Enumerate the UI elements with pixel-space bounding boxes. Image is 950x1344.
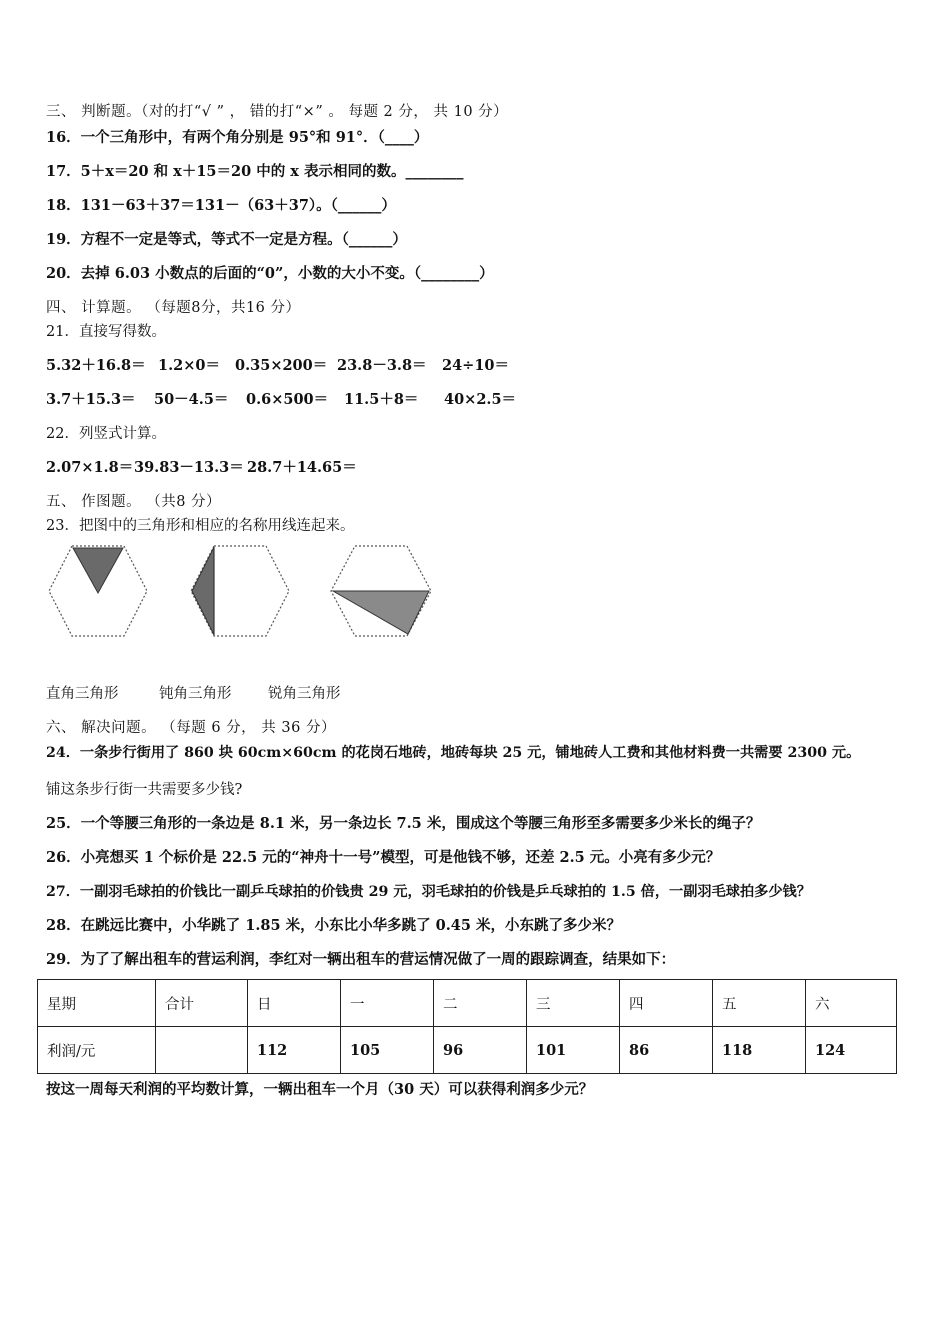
table-cell: 96 bbox=[434, 1027, 527, 1074]
section-5-heading: 五、 作图题。 （共8 分） bbox=[46, 494, 222, 510]
question-19: 19．方程不一定是等式，等式不一定是方程。（______） bbox=[46, 231, 407, 248]
expr: 11.5＋8＝ bbox=[344, 391, 419, 408]
question-27: 27．一副羽毛球拍的价钱比一副乒乓球拍的价钱贵 29 元，羽毛球拍的价钱是乒乓球拍的 1.5 倍，一副羽毛球拍多少钱？ bbox=[46, 884, 811, 900]
question-17: 17．5＋x＝20 和 x＋15＝20 中的 x 表示相同的数。________ bbox=[46, 163, 464, 180]
expr: 3.7＋15.3＝ bbox=[46, 391, 136, 408]
expr: 0.35×200＝ bbox=[235, 357, 328, 374]
label-obtuse-triangle: 钝角三角形 bbox=[159, 686, 232, 702]
section-6-heading: 六、 解决问题。 （每题 6 分， 共 36 分） bbox=[46, 720, 336, 736]
table-cell: 四 bbox=[620, 980, 713, 1027]
q22-row bbox=[46, 458, 357, 478]
expr: 39.83－13.3＝ bbox=[134, 459, 244, 476]
table-cell: 二 bbox=[434, 980, 527, 1027]
question-23: 23．把图中的三角形和相应的名称用线连起来。 bbox=[46, 518, 355, 534]
expr: 50－4.5＝ bbox=[154, 391, 229, 408]
table-header-row bbox=[38, 980, 897, 1027]
table-cell: 五 bbox=[713, 980, 806, 1027]
table-cell: 一 bbox=[341, 980, 434, 1027]
q21-row-2 bbox=[46, 390, 516, 410]
hexagon-figure-3 bbox=[328, 543, 434, 639]
table-row bbox=[38, 1027, 897, 1074]
hexagon-figure-2 bbox=[188, 543, 292, 639]
question-20: 20．去掉 6.03 小数点的后面的“0”，小数的大小不变。（________） bbox=[46, 265, 494, 282]
table-cell: 六 bbox=[806, 980, 897, 1027]
table-cell: 星期 bbox=[38, 980, 156, 1027]
table-cell: 105 bbox=[341, 1027, 434, 1074]
expr: 24÷10＝ bbox=[442, 357, 510, 374]
question-24-cont: 铺这条步行街一共需要多少钱? bbox=[46, 782, 243, 798]
question-24: 24．一条步行街用了 860 块 60cm×60cm 的花岗石地砖，地砖每块 25 元，铺地砖人工费和其他材料费一共需要 2300 元。 bbox=[46, 745, 861, 761]
question-25: 25．一个等腰三角形的一条边是 8.1 米，另一条边长 7.5 米，围成这个等腰三角形至多需要多少米长的绳子？ bbox=[46, 815, 761, 832]
question-21: 21．直接写得数。 bbox=[46, 324, 166, 340]
question-22: 22．列竖式计算。 bbox=[46, 426, 166, 442]
question-18: 18．131－63＋37＝131－（63＋37）。（______） bbox=[46, 197, 396, 214]
table-cell: 118 bbox=[713, 1027, 806, 1074]
label-right-triangle: 直角三角形 bbox=[46, 686, 119, 702]
table-cell: 合计 bbox=[156, 980, 248, 1027]
question-28: 28．在跳远比赛中，小华跳了 1.85 米，小东比小华多跳了 0.45 米，小东跳了多少米？ bbox=[46, 917, 621, 934]
profit-table bbox=[37, 979, 897, 1074]
q21-row-1 bbox=[46, 356, 509, 376]
expr: 1.2×0＝ bbox=[158, 357, 220, 374]
expr: 0.6×500＝ bbox=[246, 391, 329, 408]
label-acute-triangle: 锐角三角形 bbox=[268, 686, 341, 702]
expr: 40×2.5＝ bbox=[444, 391, 517, 408]
triangle-labels bbox=[46, 684, 341, 704]
question-29-followup: 按这一周每天利润的平均数计算，一辆出租车一个月（30 天）可以获得利润多少元？ bbox=[46, 1081, 594, 1098]
hexagon-figure-1 bbox=[46, 543, 150, 639]
expr: 2.07×1.8＝ bbox=[46, 459, 134, 476]
section-3-heading: 三、 判断题。（对的打“√ ” ， 错的打“×” 。 每题 2 分， 共 10 分） bbox=[46, 104, 509, 120]
table-cell-total bbox=[156, 1027, 248, 1074]
question-26: 26．小亮想买 1 个标价是 22.5 元的“神舟十一号”模型，可是他钱不够，还差 2.5 元。小亮有多少元？ bbox=[46, 849, 721, 866]
expr: 23.8－3.8＝ bbox=[337, 357, 427, 374]
table-cell: 124 bbox=[806, 1027, 897, 1074]
expr: 5.32＋16.8＝ bbox=[46, 357, 146, 374]
question-29: 29．为了了解出租车的营运利润，李红对一辆出租车的营运情况做了一周的跟踪调查，结果如下： bbox=[46, 951, 676, 968]
table-cell: 利润/元 bbox=[38, 1027, 156, 1074]
table-cell: 86 bbox=[620, 1027, 713, 1074]
table-cell: 112 bbox=[248, 1027, 341, 1074]
expr: 28.7＋14.65＝ bbox=[247, 459, 357, 476]
table-cell: 三 bbox=[527, 980, 620, 1027]
question-16: 16．一个三角形中，有两个角分别是 95°和 91°．（____） bbox=[46, 129, 429, 146]
table-cell: 日 bbox=[248, 980, 341, 1027]
section-4-heading: 四、 计算题。 （每题8分，共16 分） bbox=[46, 300, 301, 316]
table-cell: 101 bbox=[527, 1027, 620, 1074]
